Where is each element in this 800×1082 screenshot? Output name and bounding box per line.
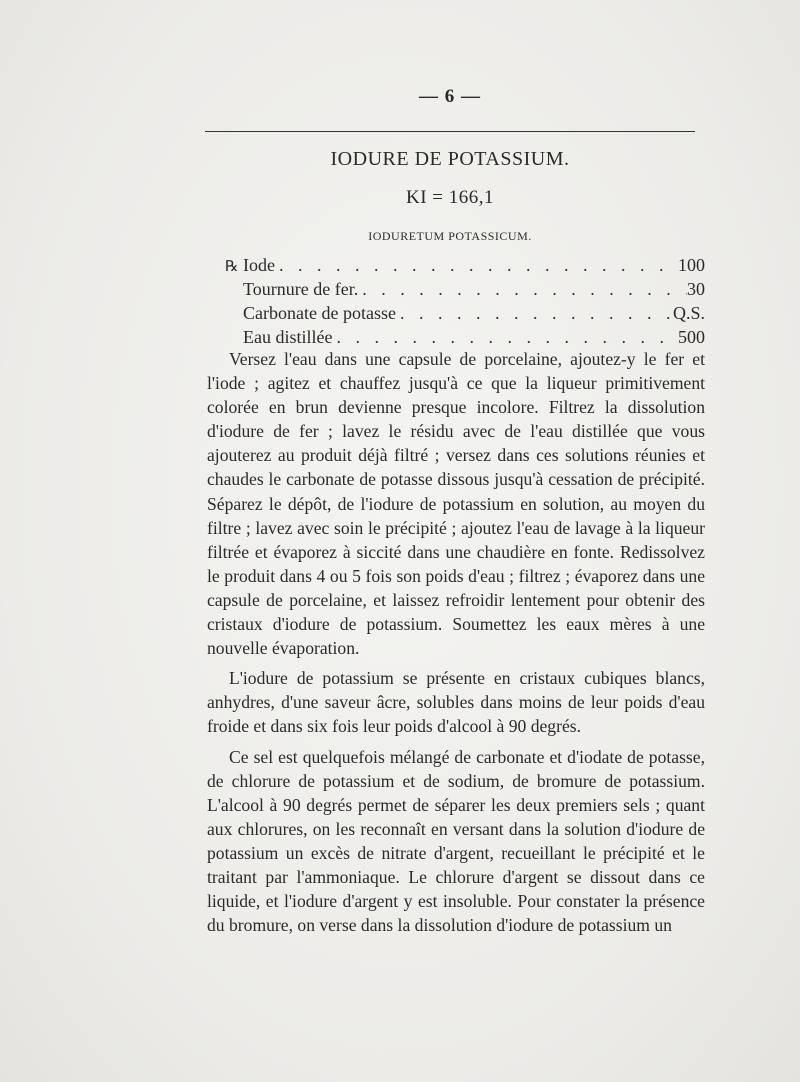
page-number: — 6 — xyxy=(419,86,481,107)
ingredient-row xyxy=(225,325,705,349)
paragraph-properties: L'iodure de potassium se présente en cristaux cubiques blancs, anhydres, d'une saveur âcre, solubles dans moins de leur poids d'eau froide et dans six fois leur poids d'alcool à 90 degrés. xyxy=(207,668,705,737)
ingredient-row xyxy=(225,253,705,277)
ingredient-quantity: 30 xyxy=(687,279,705,299)
leader-dots xyxy=(275,253,678,277)
ingredient-quantity: 100 xyxy=(678,255,705,275)
paragraph-impurities: Ce sel est quelquefois mélangé de carbonate et d'iodate de potasse, de chlorure de potassium et de sodium, de bromure de potassium. L'alcool à 90 degrés permet de séparer les deux premiers sels ; quant aux chlorures, on les reconnaît en versant dans la solution d'iodure de potassium un excès de nitrate d'argent, recueillant le précipité et le traitant par l'ammoniaque. Le chlorure d'argent se dissout dans ce liquide, et l'iodure d'argent y est insoluble. Pour constater la présence du bromure, on verse dans la dissolution d'iodure de potassium un xyxy=(207,746,705,936)
ingredient-name: Carbonate de potasse xyxy=(243,303,396,323)
paragraph-preparation: Versez l'eau dans une capsule de porcelaine, ajoutez-y le fer et l'iode ; agitez et chauffez jusqu'à ce que la liqueur primitivement colorée en brun devienne presque incolore. Filtrez la dissolution d'iodure de fer ; lavez le résidu avec de l'eau distillée que vous ajouterez au produit déjà filtré ; versez dans ces solutions réunies et chaudes le carbonate de potasse dissous jusqu'à cessation de précipité. Séparez le dépôt, de l'iodure de potassium en solution, au moyen du filtre ; lavez avec soin le précipité ; ajoutez l'eau de lavage à la liqueur filtrée et évaporez à siccité dans une chaudière en fonte. Redissolvez le produit dans 4 ou 5 fois son poids d'eau ; filtrez ; évaporez dans une capsule de porcelaine, et laissez refroidir lentement pour obtenir des cristaux d'iodure de potassium. Soumettez les eaux mères à une nouvelle évaporation. xyxy=(207,349,705,659)
leader-dots xyxy=(332,325,678,349)
ingredient-name: Tournure de fer. xyxy=(243,279,359,299)
body-text xyxy=(207,347,705,937)
section-title: IODURE DE POTASSIUM. xyxy=(330,148,570,170)
ingredient-name: Iode xyxy=(243,255,275,275)
leader-dots xyxy=(396,301,673,325)
recipe-list xyxy=(225,253,705,349)
latin-name: IODURETUM POTASSICUM. xyxy=(368,229,532,243)
ingredient-quantity: 500 xyxy=(678,327,705,347)
header-rule xyxy=(205,131,695,132)
ingredient-quantity: Q.S. xyxy=(672,303,705,323)
ingredient-row xyxy=(225,277,705,301)
ingredient-name: Eau distillée xyxy=(243,327,333,347)
leader-dots xyxy=(358,277,687,301)
recipe-symbol-icon: ℞ xyxy=(225,259,239,275)
ingredient-row xyxy=(225,301,705,325)
chemical-formula: KI = 166,1 xyxy=(405,187,494,208)
